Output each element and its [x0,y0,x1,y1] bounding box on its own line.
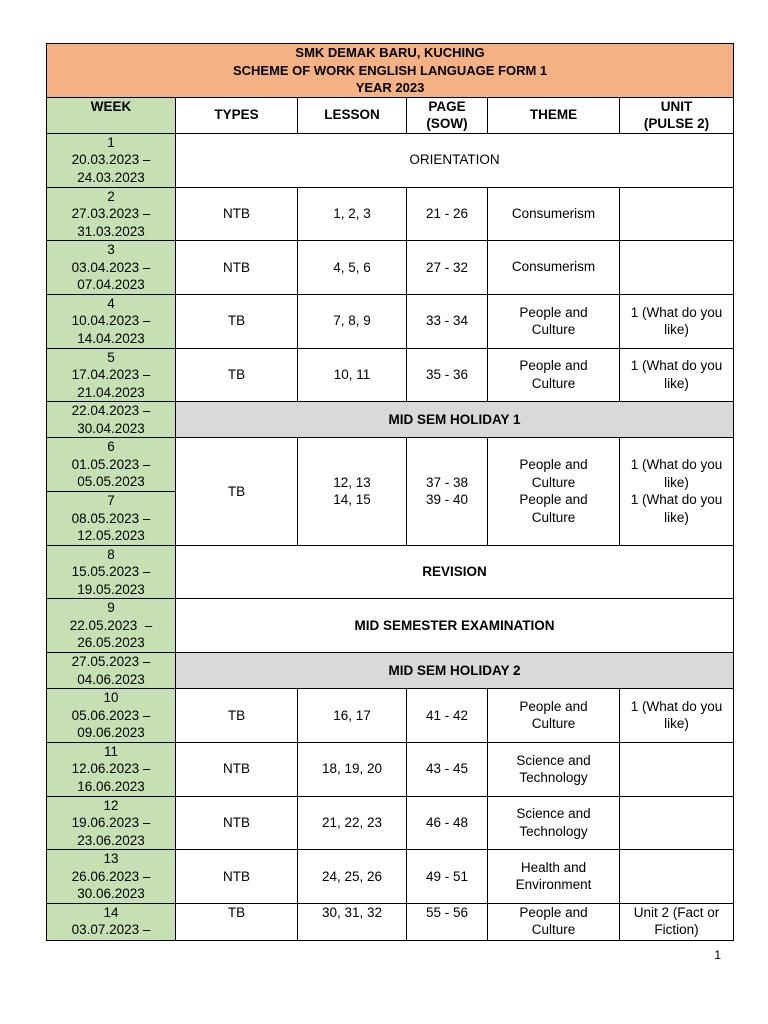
col-theme: THEME [488,97,620,133]
week-number: 4 [107,295,115,311]
week-date-start: 27.05.2023 – [71,654,151,669]
theme-line: Culture [531,322,576,337]
page-cell: 33 - 34 [407,294,488,348]
week-date-start: 22.05.2023 – [69,617,153,633]
week-cell [47,545,176,599]
lesson-cell: 1, 2, 3 [298,187,407,241]
col-unit-line2: (PULSE 2) [643,116,710,131]
week-cell [47,492,176,546]
table-row [47,241,734,295]
column-header-row [47,97,734,133]
theme-line: Technology [519,770,588,785]
table-row [47,402,734,438]
week-cell [47,187,176,241]
theme-line: Environment [515,877,592,893]
week-number: 7 [107,493,115,508]
week-date-start: 15.05.2023 – [71,564,151,579]
week-date-start: 12.06.2023 – [71,761,151,777]
week-number: 6 [107,439,115,455]
page-cell [407,438,488,546]
lesson-cell: 18, 19, 20 [298,742,407,796]
unit-line: like) [664,474,689,490]
unit-cell [620,241,734,295]
unit-line: 1 (What do you [630,304,723,320]
week-date-start: 22.04.2023 – [71,403,151,418]
week-number: 11 [103,743,118,759]
types-cell: TB [176,294,298,348]
col-page [407,97,488,133]
unit-cell [620,438,734,546]
lesson-cell: 24, 25, 26 [298,850,407,904]
lesson-cell: 7, 8, 9 [298,294,407,348]
page-cell: 46 - 48 [407,796,488,850]
week-number: 8 [107,546,115,562]
week-date-start: 19.06.2023 – [71,815,151,830]
orientation-cell: ORIENTATION [176,133,734,187]
week-date-end: 07.04.2023 [77,277,145,292]
theme-line: People and [519,492,588,508]
lesson-line: 14, 15 [333,492,371,508]
week-date-start: 01.05.2023 – [71,456,151,472]
page-cell: 41 - 42 [407,689,488,743]
unit-cell [620,348,734,402]
theme-cell [488,689,620,743]
theme-cell [488,294,620,348]
unit-cell [620,850,734,904]
document-title [47,44,734,98]
week-number: 9 [107,600,115,616]
types-cell: TB [176,903,298,940]
theme-line: Science and [516,752,591,768]
week-date-end: 12.05.2023 [77,528,145,543]
types-cell: TB [176,689,298,743]
page-cell: 49 - 51 [407,850,488,904]
holiday-cell: MID SEM HOLIDAY 1 [176,402,734,438]
page-line: 39 - 40 [425,492,469,508]
table-row [47,294,734,348]
week-number: 13 [103,851,119,866]
scheme-title: SCHEME OF WORK ENGLISH LANGUAGE FORM 1 [232,62,548,78]
lesson-cell [298,438,407,546]
types-cell: TB [176,438,298,546]
week-date-start: 17.04.2023 – [71,367,151,382]
table-row [47,742,734,796]
types-cell: NTB [176,241,298,295]
unit-cell [620,689,734,743]
week-number: 12 [103,797,119,813]
table-row [47,850,734,904]
week-date-end: 30.04.2023 [77,420,145,436]
col-page-line1: PAGE [428,98,466,114]
week-date-start: 27.03.2023 – [71,206,151,221]
scheme-of-work-table [46,43,734,941]
col-page-line2: (SOW) [426,116,468,131]
theme-line: Technology [519,823,588,839]
week-cell [47,402,176,438]
types-cell: NTB [176,742,298,796]
lesson-cell: 16, 17 [298,689,407,743]
week-number: 2 [107,188,115,204]
unit-line: 1 (What do you [630,492,723,508]
revision-cell: REVISION [176,545,734,599]
lesson-cell: 21, 22, 23 [298,796,407,850]
unit-line: like) [664,375,689,391]
week-cell [47,294,176,348]
week-date-end: 30.06.2023 [77,886,145,901]
week-number: 3 [107,242,115,257]
page-cell: 21 - 26 [407,187,488,241]
week-cell [47,133,176,187]
week-number: 14 [103,904,119,920]
theme-cell [488,903,620,940]
week-cell [47,850,176,904]
lesson-cell: 4, 5, 6 [298,241,407,295]
unit-line: like) [664,322,689,337]
week-date-start: 05.06.2023 – [71,707,151,723]
week-date-end: 26.05.2023 [77,635,145,651]
unit-line: 1 (What do you [630,698,723,714]
types-cell: NTB [176,850,298,904]
page-cell: 43 - 45 [407,742,488,796]
week-cell [47,241,176,295]
col-week: WEEK [47,97,176,133]
lesson-line: 12, 13 [333,474,371,490]
exam-cell: MID SEMESTER EXAMINATION [176,599,734,653]
table-row [47,599,734,653]
theme-cell [488,796,620,850]
week-cell [47,903,176,940]
week-date-end: 16.06.2023 [77,778,145,794]
theme-line: People and [519,358,588,374]
table-row [47,653,734,689]
theme-line: Science and [516,806,591,822]
unit-cell [620,294,734,348]
theme-cell [488,850,620,904]
week-date-start: 10.04.2023 – [71,313,151,329]
types-cell: TB [176,348,298,402]
unit-line: like) [664,509,689,525]
school-name: SMK DEMAK BARU, KUCHING [295,45,485,60]
theme-cell: Consumerism [488,187,620,241]
theme-line: Culture [531,716,576,732]
week-date-end: 04.06.2023 [77,671,145,687]
week-date-end: 24.03.2023 [77,169,145,185]
col-unit [620,97,734,133]
week-date-start: 20.03.2023 – [71,152,151,168]
week-cell [47,689,176,743]
week-cell [47,348,176,402]
table-row [47,545,734,599]
page-cell: 55 - 56 [407,903,488,940]
theme-line: Culture [531,375,576,391]
week-date-end: 14.04.2023 [77,330,145,346]
holiday-cell: MID SEM HOLIDAY 2 [176,653,734,689]
page-cell: 35 - 36 [407,348,488,402]
theme-cell: Consumerism [488,241,620,295]
week-cell [47,796,176,850]
types-cell: NTB [176,187,298,241]
table-row [47,133,734,187]
week-date-start: 03.07.2023 – [71,922,151,937]
theme-line: Culture [531,922,576,937]
lesson-cell: 10, 11 [298,348,407,402]
table-row [47,187,734,241]
table-row [47,438,734,492]
theme-line: People and [519,698,588,714]
theme-cell [488,438,620,546]
theme-line: People and [519,904,588,920]
theme-cell [488,742,620,796]
col-types: TYPES [176,97,298,133]
table-row [47,689,734,743]
week-date-start: 03.04.2023 – [71,259,151,275]
lesson-cell: 30, 31, 32 [298,903,407,940]
theme-cell [488,348,620,402]
table-row [47,903,734,940]
week-date-end: 23.06.2023 [77,832,145,848]
week-cell [47,599,176,653]
week-date-end: 19.05.2023 [77,581,145,597]
week-date-end: 05.05.2023 [77,474,145,490]
unit-line: Fiction) [654,922,699,937]
theme-line: Culture [531,474,576,490]
unit-cell [620,187,734,241]
unit-line: Unit 2 (Fact or [633,904,720,920]
week-date-start: 08.05.2023 – [71,510,151,526]
week-number: 10 [103,690,119,705]
table-row [47,348,734,402]
theme-line: Culture [531,509,576,525]
unit-line: 1 (What do you [630,358,723,374]
unit-cell [620,742,734,796]
col-lesson: LESSON [298,97,407,133]
week-date-end: 31.03.2023 [77,223,145,239]
unit-line: 1 (What do you [630,457,723,473]
unit-line: like) [664,716,689,732]
page-number: 1 [714,948,721,962]
types-cell: NTB [176,796,298,850]
week-number: 5 [107,349,115,365]
week-cell [47,653,176,689]
week-number: 1 [107,134,115,150]
theme-line: People and [519,457,588,473]
unit-cell [620,796,734,850]
table-row [47,796,734,850]
week-date-end: 09.06.2023 [77,725,145,740]
week-cell [47,742,176,796]
unit-cell [620,903,734,940]
year-label: YEAR 2023 [355,80,425,95]
week-date-start: 26.06.2023 – [71,868,151,884]
page-line: 37 - 38 [425,474,469,490]
theme-line: People and [519,304,588,320]
page-cell: 27 - 32 [407,241,488,295]
col-unit-line1: UNIT [660,98,693,114]
theme-line: Health and [520,859,587,875]
week-cell [47,438,176,492]
week-date-end: 21.04.2023 [77,384,145,400]
